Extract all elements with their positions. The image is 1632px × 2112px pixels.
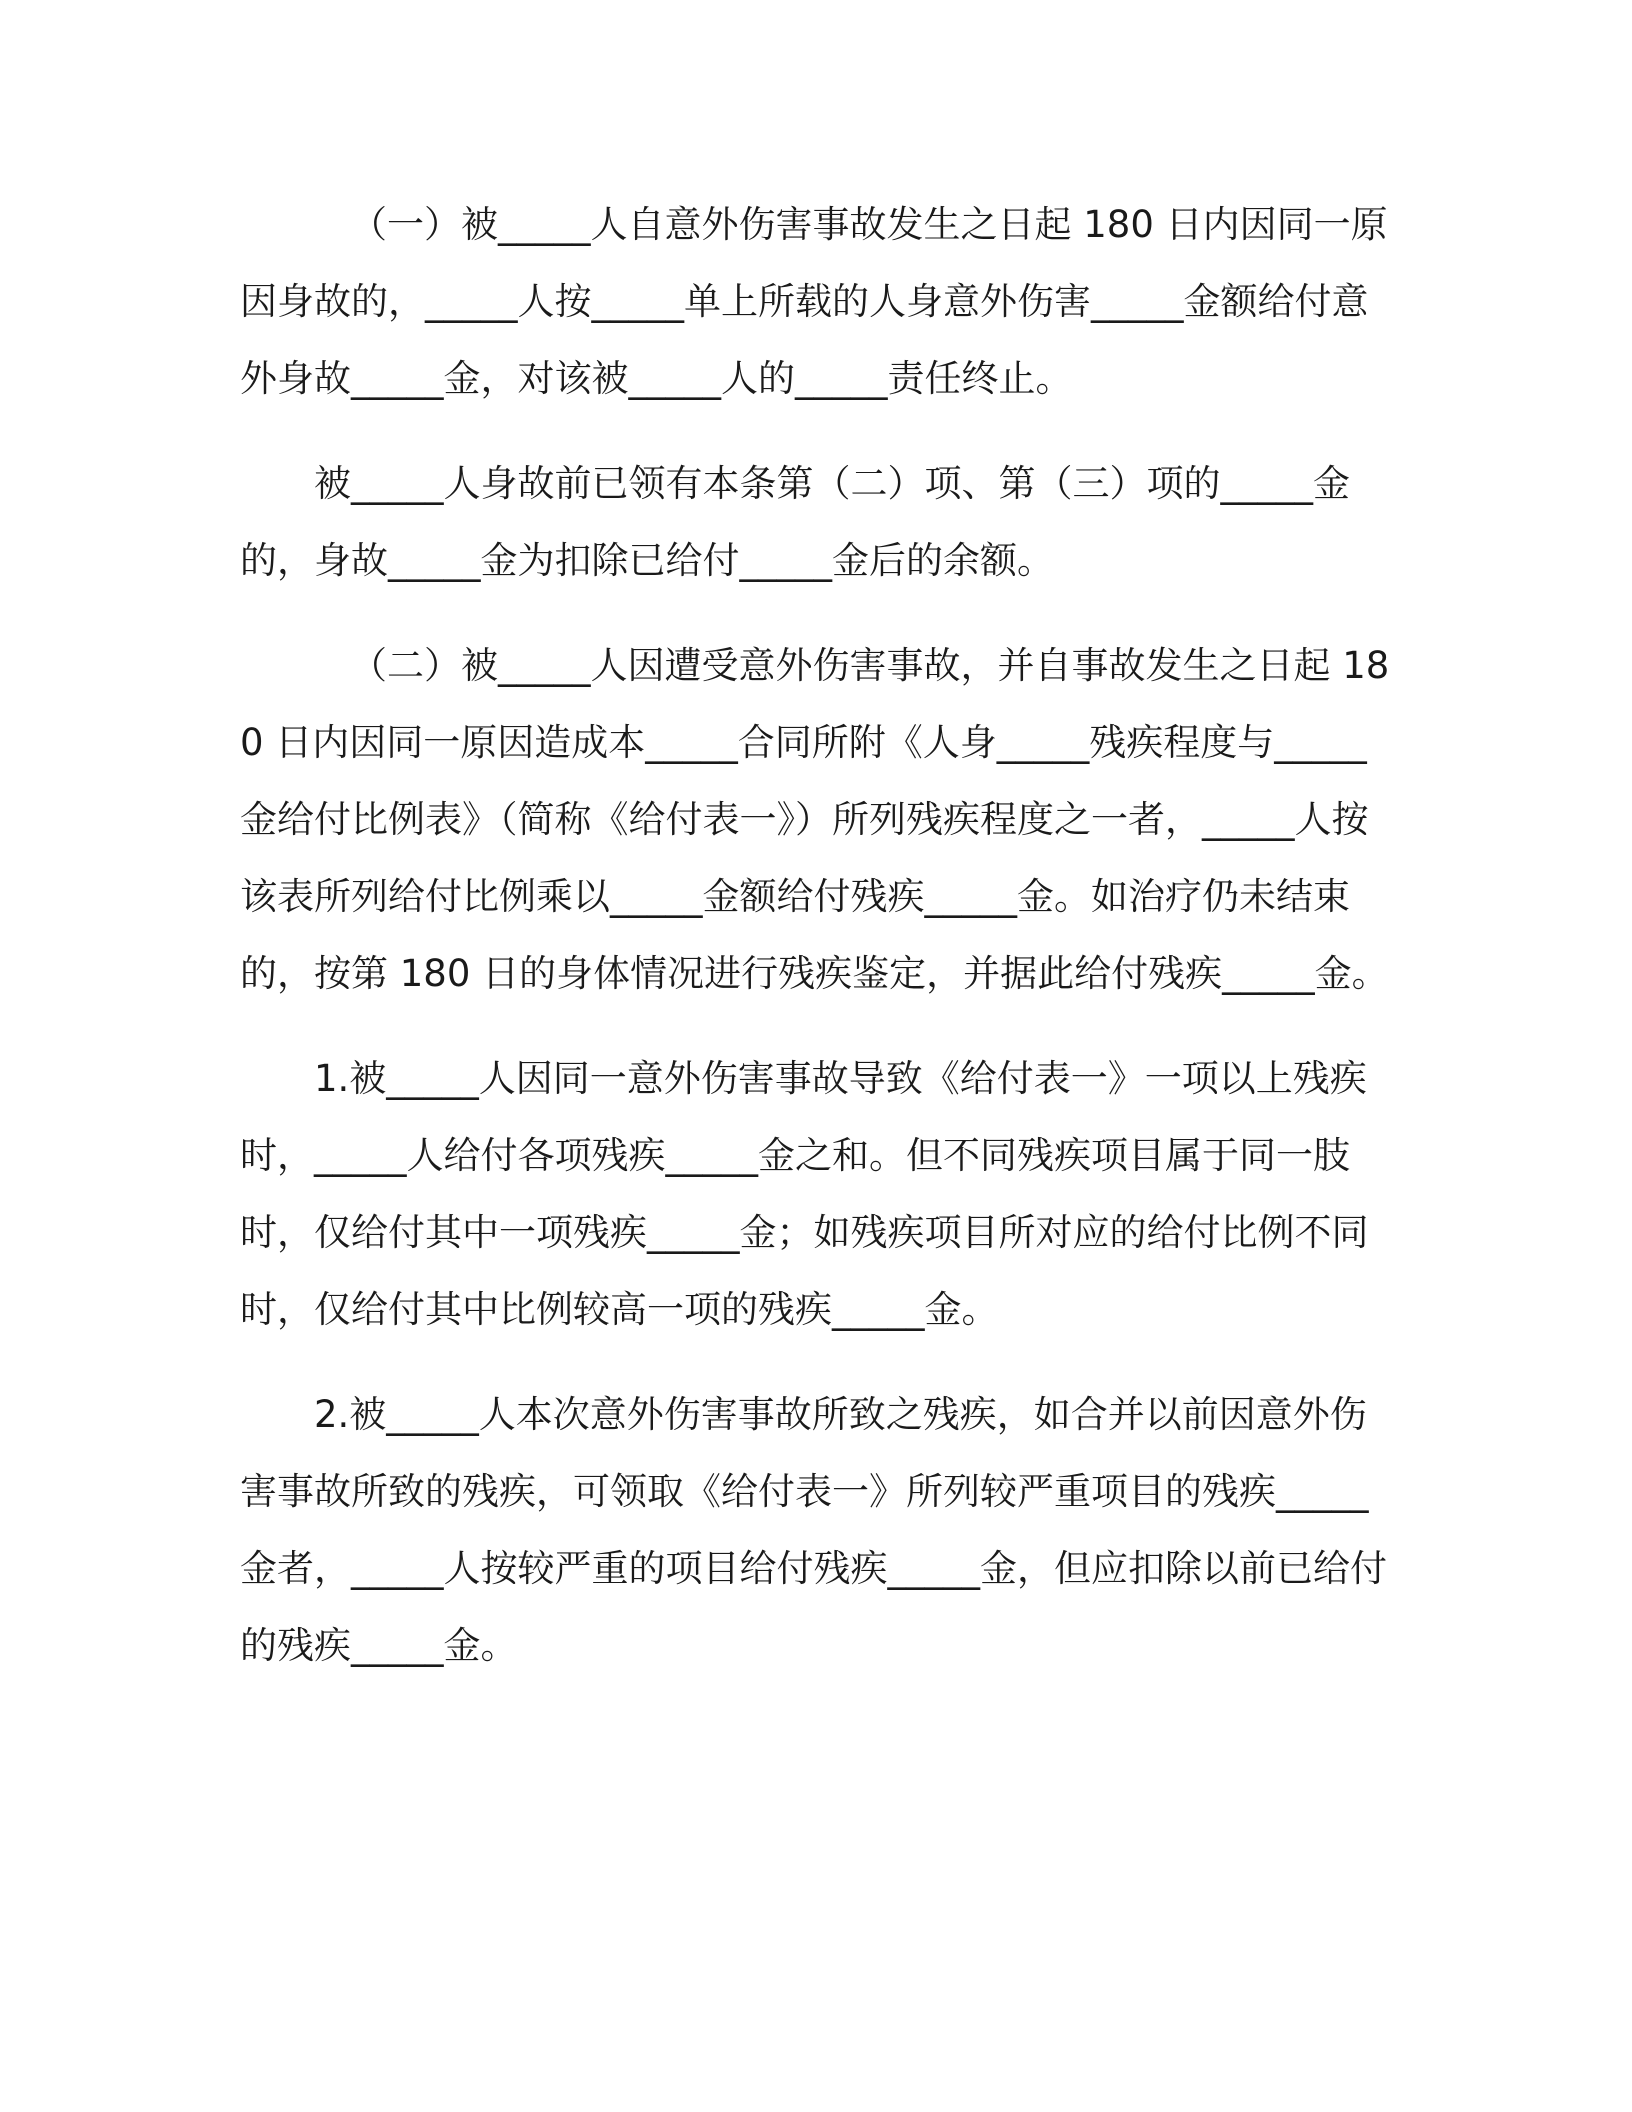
- paragraph-multiple-disabilities: 1.被_____人因同一意外伤害事故导致《给付表一》一项以上残疾时，_____人给付各项残疾_____金之和。但不同残疾项目属于同一肢时，仅给付其中一项残疾_____金；如残疾项目所对应的给付比例不同时，仅给付其中比例较高一项的残疾_____金。: [240, 1057, 1369, 1331]
- document-body: [240, 186, 1398, 1684]
- paragraph-disability-benefit: （二）被_____人因遭受意外伤害事故，并自事故发生之日起 180 日内因同一原因造成本_____合同所附《人身_____残疾程度与_____金给付比例表》（简称《给付表一》）所列残疾程度之一者，_____人按该表所列给付比例乘以_____金额给付残疾_____金。如治疗仍未结束的，按第 180 日的身体情况进行残疾鉴定，并据此给付残疾_____金。: [240, 644, 1390, 995]
- paragraph-death-deduction: 被_____人身故前已领有本条第（二）项、第（三）项的_____金的，身故_____金为扣除已给付_____金后的余额。: [240, 462, 1350, 582]
- paragraph-death-benefit: （一）被_____人自意外伤害事故发生之日起 180 日内因同一原因身故的，_____人按_____单上所载的人身意外伤害_____金额给付意外身故_____金，对该被_____人的_____责任终止。: [240, 203, 1388, 400]
- paragraph-prior-disability: 2.被_____人本次意外伤害事故所致之残疾，如合并以前因意外伤害事故所致的残疾，可领取《给付表一》所列较严重项目的残疾_____金者，_____人按较严重的项目给付残疾_____金，但应扣除以前已给付的残疾_____金。: [240, 1393, 1387, 1667]
